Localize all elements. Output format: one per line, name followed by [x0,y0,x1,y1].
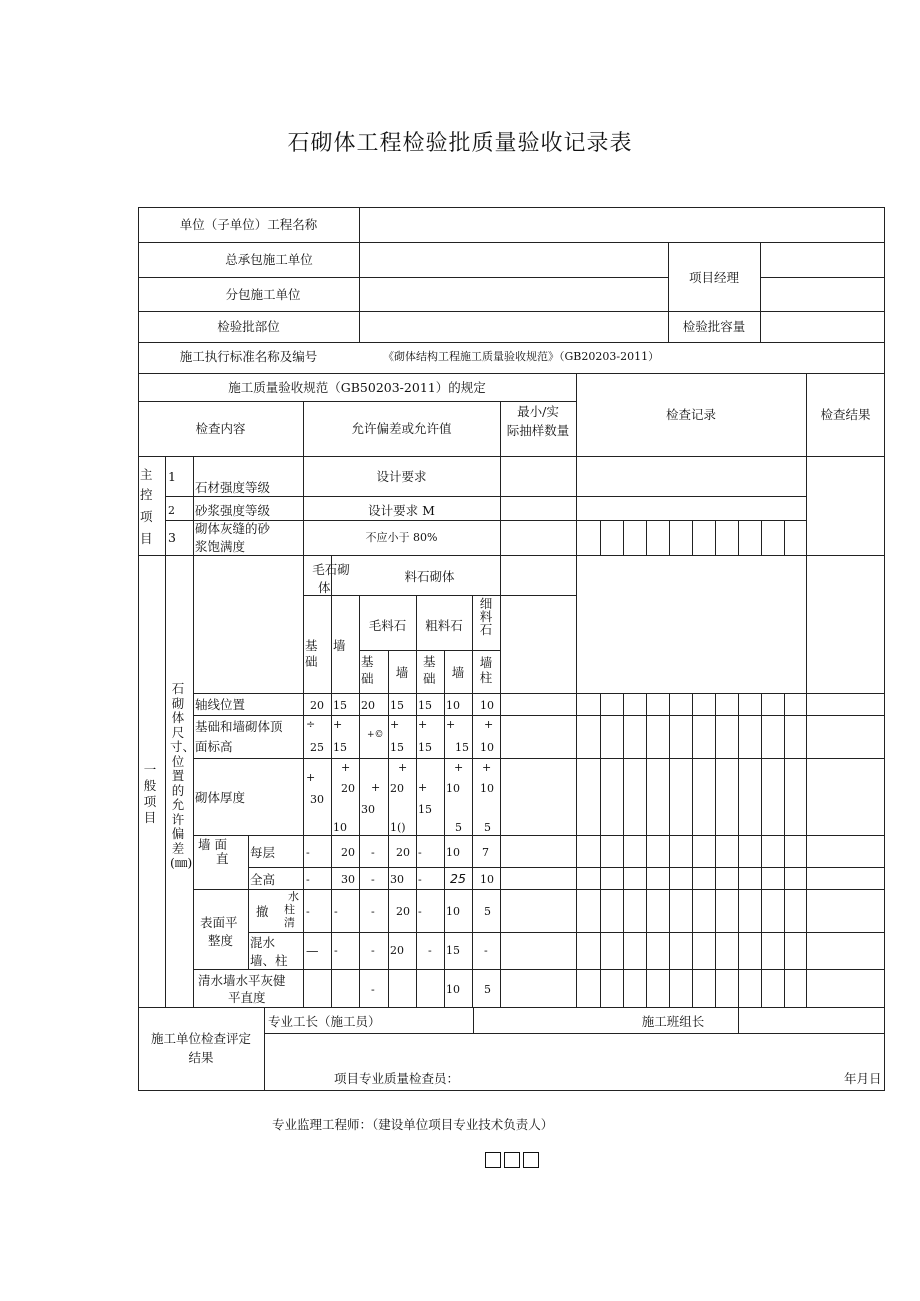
thickness-val: 1() [390,821,406,834]
joint-val: 5 [484,983,491,996]
axis-val: 15 [333,699,347,712]
square-icon [485,1152,501,1168]
mixed-val: 20 [390,944,404,957]
subcontractor-label: 分包施工单位 [225,287,301,302]
thickness-val: 20 [341,782,355,795]
mixed-val: — [306,943,319,958]
full-height-val: - [418,873,422,886]
full-height-val: 30 [341,873,355,886]
spec-label: 施工质量验收规范（GB50203-2011）的规定 [228,380,486,395]
floor-val: - [371,846,375,859]
clean-val: - [306,905,310,918]
elevation-label: 基础和墙砌体顶 [195,719,283,734]
elevation-val: 15 [418,741,432,754]
item-name: 浆饱满度 [195,539,246,554]
mixed-val: - [334,944,338,957]
wall-header: 墙 [451,665,465,680]
axis-label: 轴线位置 [195,697,246,712]
item-no: 2 [168,504,175,517]
team-leader-label: 施工班组长 [641,1014,705,1029]
thickness-val: 10 [480,782,494,795]
elevation-label: 面标高 [195,739,233,754]
check-record-header: 检查记录 [665,407,716,422]
full-height-val: - [371,873,375,886]
joint-label-1: 清水墙水平灰健 [198,973,286,988]
foundation-1: 基 [305,638,318,653]
fine-header-2: 料 [479,609,493,624]
thickness-label: 砌体厚度 [195,790,246,805]
rubble-header-2: 体 [318,580,331,595]
standard-value: 《砌体结构工程施工质量验收规范》（GB20203-2011） [383,350,660,363]
wallcol-header-1: 墙 [479,655,493,670]
clean-val: 10 [446,905,460,918]
general-sub-label: 石砌体尺寸、位置的允许偏差(㎜) [170,681,196,870]
floor-val: 10 [446,846,460,859]
square-icon [504,1152,520,1168]
axis-val: 15 [390,699,404,712]
elevation-val: 15 [333,741,347,754]
thickness-val: 15 [418,803,432,816]
elevation-val: 25 [310,741,324,754]
axis-val: 10 [480,699,494,712]
verticality-label-1: 墙 面 [198,837,227,852]
thickness-val: 5 [455,821,462,834]
item-value: 设计要求 M [368,503,435,518]
project-manager-label: 项目经理 [688,270,739,285]
check-content-header: 检查内容 [195,421,246,436]
elevation-sign: + [390,718,400,731]
full-height-val: 25 [450,871,466,886]
flatness-label-2: 整度 [208,933,234,948]
clean-val: 20 [396,905,410,918]
thickness-sign: + [482,761,492,774]
floor-val: 7 [482,846,489,859]
inspector-label: 项目专业质量检查员： [334,1071,460,1086]
fine-header-3: 石 [479,622,493,637]
clean-label-2: 水 [288,890,299,903]
elevation-val: 15 [455,741,469,754]
axis-val: 10 [446,699,460,712]
clean-label-3: 柱 [284,903,295,916]
general-contractor-label: 总承包施工单位 [225,252,313,267]
thickness-sign: + [371,781,381,794]
batch-capacity-label: 检验批容量 [682,319,746,334]
item-value: 设计要求 [376,469,427,484]
floor-val: 20 [341,846,355,859]
foundation-1: 基 [361,654,374,669]
clean-label-1: 撤 [256,904,269,919]
thickness-val: 5 [484,821,491,834]
foundation-2: 础 [305,654,318,669]
main-group-label-4: 目 [140,531,153,546]
eval-label-2: 结果 [188,1050,214,1065]
elevation-sign: + [446,718,456,731]
supervisor-note: 专业监理工程师：（建设单位项目专业技术负责人） [272,1117,554,1132]
flatness-label-1: 表面平 [200,915,238,930]
mixed-label-1: 混水 [250,935,276,950]
mixed-val: - [428,944,432,957]
clean-val: - [371,905,375,918]
full-height-val: 10 [480,873,494,886]
joint-val: - [371,983,375,996]
coarse-header: 粗料石 [425,618,463,633]
mixed-val: - [371,944,375,957]
verticality-label-2: 直 [216,851,229,866]
per-floor-label: 每层 [250,845,276,860]
inspection-table [138,207,885,1091]
floor-val: - [418,846,422,859]
item-name: 砂浆强度等级 [195,503,271,518]
elevation-sign: +© [367,730,384,740]
item-no: 3 [168,530,176,545]
joint-label-2: 平直度 [228,990,266,1005]
full-height-label: 全高 [250,872,276,887]
thickness-sign: + [341,761,351,774]
date-label: 年月日 [844,1071,882,1086]
wallcol-header-2: 柱 [479,670,493,685]
main-group-label-1: 主 [140,467,153,482]
elevation-sign: ÷ [306,718,316,731]
axis-val: 20 [310,699,324,712]
eval-label-1: 施工单位检查评定 [150,1031,251,1046]
check-result-header: 检查结果 [820,407,871,422]
batch-location-label: 检验批部位 [217,319,280,334]
clean-label-4: 清 [284,916,295,929]
wall-header: 墙 [395,665,409,680]
standard-label: 施工执行标准名称及编号 [179,349,318,364]
floor-val: - [306,846,310,859]
item-value: 不应小于 80% [365,531,438,544]
item-name: 砌体灰缝的砂 [195,521,271,536]
thickness-sign: + [398,761,408,774]
elevation-val: 10 [480,741,494,754]
thickness-sign: + [418,781,428,794]
floor-val: 20 [396,846,410,859]
fine-header-1: 细 [479,596,493,611]
foundation-1: 基 [423,654,436,669]
axis-val: 15 [418,699,432,712]
thickness-val: 10 [446,782,460,795]
foundation-2: 础 [423,671,436,686]
joint-val: 10 [446,983,460,996]
mixed-label-2: 墙、柱 [250,953,288,968]
main-group-label-3: 项 [140,509,153,524]
mixed-val: 15 [446,944,460,957]
clean-val: - [418,905,422,918]
main-group-label-2: 控 [140,487,153,502]
page-title: 石砌体工程检验批质量验收记录表 [287,131,633,156]
clean-val: 5 [484,905,491,918]
mixed-val: - [484,944,488,957]
thickness-sign: + [454,761,464,774]
elevation-sign: + [333,718,343,731]
sample-header-2: 际抽样数量 [506,423,570,438]
tolerance-header: 允许偏差或允许值 [351,421,452,436]
sample-header-1: 最小/实 [517,404,559,419]
thickness-sign: + [306,771,316,784]
elevation-val: 15 [390,741,404,754]
full-height-val: - [306,873,310,886]
foreman-label: 专业工长（施工员） [268,1014,381,1029]
full-height-val: 30 [390,873,404,886]
elevation-sign: + [418,718,428,731]
signature-boxes [485,1152,542,1173]
thickness-val: 30 [310,793,324,806]
thickness-val: 20 [390,782,404,795]
general-group-label: 一般项目 [143,762,157,825]
thickness-val: 10 [333,821,347,834]
axis-val: 20 [361,699,375,712]
thickness-val: 30 [361,803,375,816]
ashlar-header: 料石砌体 [404,569,455,584]
unit-name-label: 单位（子单位）工程名称 [179,217,318,232]
rubble-header-1: 毛石砌 [312,562,350,577]
wall-header: 墙 [333,638,346,653]
clean-val: - [334,905,338,918]
square-icon [523,1152,539,1168]
item-name: 石材强度等级 [195,480,271,495]
foundation-2: 础 [361,671,374,686]
rough-header: 毛料石 [368,618,407,633]
elevation-sign: + [484,718,494,731]
item-no: 1 [168,469,176,484]
